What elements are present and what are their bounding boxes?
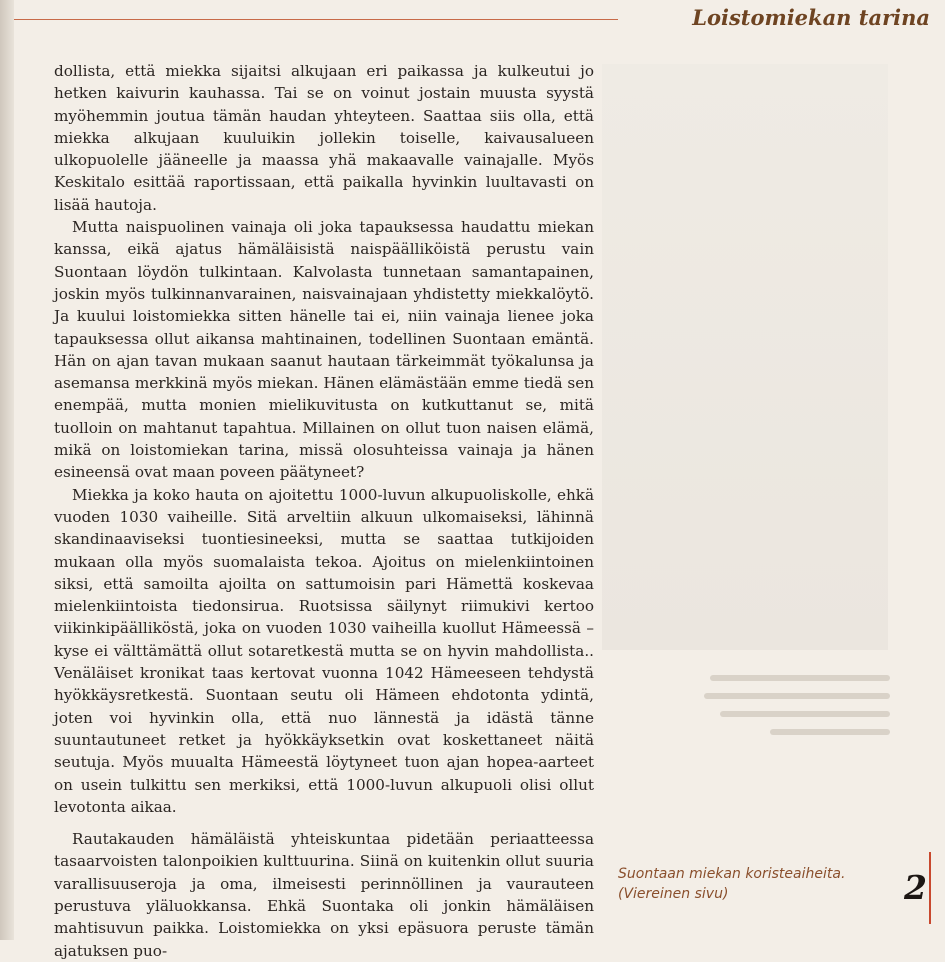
caption-line: (Viereinen sivu) [618,886,729,902]
paragraph: Mutta naispuolinen vainaja oli joka tapauksessa haudattu miekan kanssa, eikä ajatus hämäläisistä naispäälliköistä perustu vain Suontaan löydön tulkintaan. Kalvolasta tunnetaan samantapainen, joskin myös tulkinnanvarainen, naisvainajaan yhdistetty miekkalöytö. Ja kuului loistomiekka sitten hänelle tai ei, niin vainaja lienee joka tapauksessa ollut aikansa mahtinainen, todellinen Suontaan emäntä. Hän on ajan tavan mukaan saanut hautaan tärkeimmät työkalunsa ja asemansa merkkinä myös miekan. Hänen elämästään emme tiedä sen enempää, mutta monien mielikuvitusta on kutkuttanut se, mitä tuolloin on mahtanut tapahtua. Millainen on ollut tuon naisen elämä, mikä on loistomiekan tarina, missä olosuhteissa vainaja ja hänen esineensä ovat maan poveen päätyneet? [54,218,594,482]
body-text [54,60,594,962]
page-binding-shadow [0,0,14,940]
running-title: Loistomiekan tarina [692,5,930,30]
header-rule [14,19,618,20]
page-number: 2 [904,868,927,907]
paragraph: Miekka ja koko hauta on ajoitettu 1000-luvun alkupuoliskolle, ehkä vuoden 1030 vaiheille. Sitä arveltiin alkuun ulkomaiseksi, lähinnä skandinaaviseksi tuontiesineeksi, mutta se saattaa tutkijoiden mukaan olla myös suomalaista tekoa. Ajoitus on mielenkiintoinen siksi, että samoilta ajoilta on sattumoisin pari Hämettä koskevaa mielenkiintoista tiedonsirua. Ruotsissa säilynyt riimukivi kertoo viikinkipäälliköstä, joka on vuoden 1030 vaiheilla kuollut Hämeessä – kyse ei välttämättä ollut sotaretkestä mutta se on hyvin mahdollista.. Venäläiset kronikat taas kertovat vuonna 1042 Hämeeseen tehdystä hyökkäysretkestä. Suontaan seutu oli Hämeen ehdotonta ydintä, joten voi hyvinkin olla, että nuo lännestä ja idästä tänne suuntautuneet retket ja hyökkäyksetkin ovat koskettaneet näitä seutuja. Myös muualta Hämeestä löytyneet tuon ajan hopea-aarteet on usein tulkittu sen merkiksi, että 1000-luvun alkupuoli olisi ollut levotonta aikaa. [54,485,594,816]
paragraph: Rautakauden hämäläistä yhteiskuntaa pidetään periaatteessa tasaarvoisten talonpoikien kulttuurina. Siinä on kuitenkin ollut suuria varallisuuseroja ja oma, ilmeisesti perinnöllinen ja vaurauteen perustuva yläluokkansa. Ehkä Suontaka oli jonkin hämäläisen mahtisuvun paikka. Loistomiekka on yksi epäsuora peruste tämän ajatuksen puo- [54,830,594,960]
show-through-text [700,668,890,756]
page-edge-mark [929,852,931,924]
caption-line: Suontaan miekan koristeaiheita. [618,866,846,882]
figure-caption [618,864,918,904]
figure-area [602,64,888,650]
paragraph: dollista, että miekka sijaitsi alkujaan eri paikassa ja kulkeutui jo hetken kaivurin kauhassa. Tai se on voinut jostain muusta syystä myöhemmin joutua tämän haudan yhteyteen. Saattaa siis olla, että miekka alkujaan kuuluikin jollekin toiselle, kaivausalueen ulkopuolelle jääneelle ja maassa yhä makaavalle vainajalle. Myös Keskitalo esittää raportissaan, että paikalla hyvinkin luultavasti on lisää hautoja. [54,62,594,214]
